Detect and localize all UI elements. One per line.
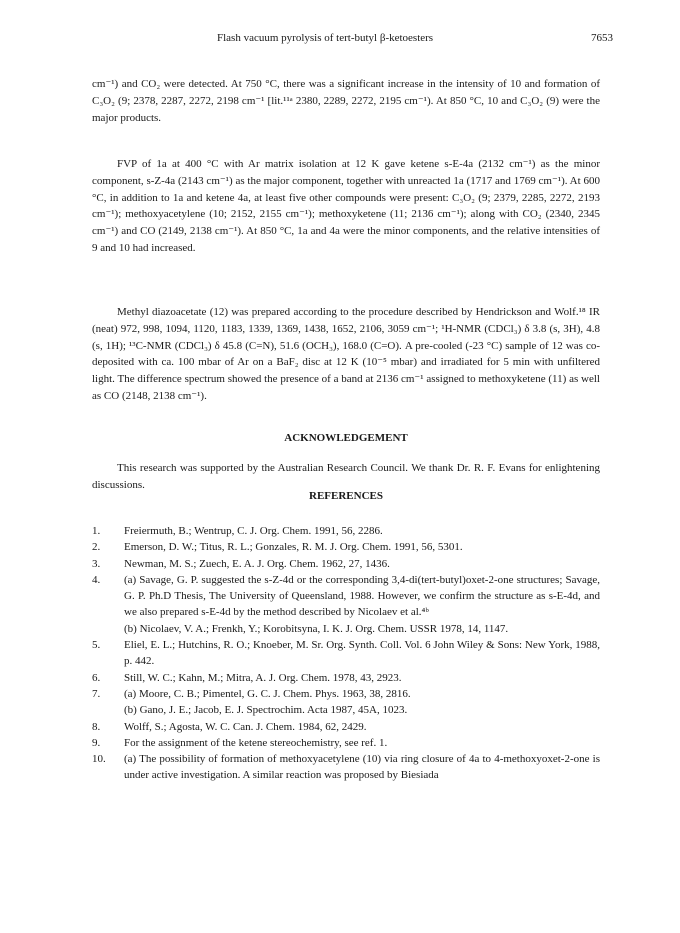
reference-number: 10.	[92, 753, 106, 766]
reference-number: 9.	[92, 736, 101, 749]
reference-number: 7.	[92, 687, 101, 700]
reference-item	[92, 751, 600, 784]
reference-number: 3.	[92, 557, 101, 570]
reference-number: 5.	[92, 639, 101, 652]
reference-text: Emerson, D. W.; Titus, R. L.; Gonzales, R. M. J. Org. Chem. 1991, 56, 5301.	[124, 541, 463, 554]
reference-item	[92, 686, 600, 719]
reference-number: 8.	[92, 720, 101, 733]
reference-text: Freiermuth, B.; Wentrup, C. J. Org. Chem. 1991, 56, 2286.	[124, 525, 383, 537]
reference-number: 1.	[92, 525, 101, 537]
reference-item	[92, 735, 600, 751]
reference-text: Newman, M. S.; Zuech, E. A. J. Org. Chem. 1962, 27, 1436.	[124, 557, 390, 570]
reference-text: Eliel, E. L.; Hutchins, R. O.; Knoeber, M. Sr. Org. Synth. Coll. Vol. 6 John Wiley & Sons: New York, 1988, p. 442.	[124, 639, 600, 668]
reference-text: Still, W. C.; Kahn, M.; Mitra, A. J. Org. Chem. 1978, 43, 2923.	[124, 671, 402, 684]
reference-number: 2.	[92, 541, 101, 554]
reference-item	[92, 523, 600, 539]
reference-text: For the assignment of the ketene stereochemistry, see ref. 1.	[124, 736, 388, 749]
reference-item	[92, 719, 600, 735]
acknowledgement-paragraph: This research was supported by the Australian Research Council. We thank Dr. R. F. Evans for enlightening discussions.	[92, 462, 600, 491]
paragraph-continuation: cm⁻¹) and CO₂ were detected. At 750 °C, there was a significant increase in the intensity of 10 and formation of C₃O₂ (9; 2378, 2287, 2272, 2198 cm⁻¹ [lit.¹¹ᵃ 2380, 2289, 2272, 2195 cm⁻¹). At 850 °C, 10 and C₃O₂ (9) were the major products.	[92, 78, 600, 124]
reference-subitem: (b) Gano, J. E.; Jacob, E. J. Spectrochim. Acta 1987, 45A, 1023.	[124, 704, 408, 717]
reference-subitem: (b) Nicolaev, V. A.; Frenkh, Y.; Korobitsyna, I. K. J. Org. Chem. USSR 1978, 14, 1147.	[124, 622, 509, 635]
paragraph-fvp: FVP of 1a at 400 °C with Ar matrix isolation at 12 K gave ketene s-E-4a (2132 cm⁻¹) as the minor component, s-Z-4a (2143 cm⁻¹) as the major component, together with unreacted 1a (1717 and 1769 cm⁻¹). At 600 °C, in addition to 1a and ketene 4a, at least five other compounds were present: C₃O₂ (9; 2379, 2285, 2272, 2193 cm⁻¹); methoxyacetylene (10; 2152, 2155 cm⁻¹); methoxyketene (11; 2136 cm⁻¹); along with CO₂ (2340, 2345 cm⁻¹) and CO (2149, 2138 cm⁻¹). At 850 °C, 1a and 4a were the minor components, and the relative intensities of 9 and 10 had increased.	[92, 158, 600, 254]
reference-number: 6.	[92, 671, 101, 684]
references-heading: REFERENCES	[309, 490, 383, 502]
page-number: 7653	[591, 32, 613, 44]
running-title: Flash vacuum pyrolysis of tert-butyl β-ketoesters	[217, 32, 434, 44]
reference-item	[92, 539, 600, 555]
reference-item	[92, 637, 600, 670]
reference-item	[92, 556, 600, 572]
acknowledgement-heading: ACKNOWLEDGEMENT	[284, 432, 408, 444]
paragraph-methyl-diazoacetate: Methyl diazoacetate (12) was prepared according to the procedure described by Hendrickson and Wolf.¹⁸ IR (neat) 972, 998, 1094, 1120, 1183, 1339, 1369, 1438, 1652, 2106, 3059 cm⁻¹; ¹H-NMR (CDCl₃) δ 3.8 (s, 3H), 4.8 (s, 1H); ¹³C-NMR (CDCl₃) δ 45.8 (C=N), 51.6 (OCH₃), 168.0 (C=O). A pre-cooled (-23 °C) sample of 12 was co-deposited with ca. 100 mbar of Ar on a BaF₂ disc at 12 K (10⁻⁵ mbar) and irradiated for 5 min with unfiltered light. The difference spectrum showed the presence of a band at 2136 cm⁻¹ assigned to methoxyketene (11) as well as CO (2148, 2138 cm⁻¹).	[92, 306, 600, 402]
reference-text: (a) The possibility of formation of methoxyacetylene (10) via ring closure of 4a to 4-methoxyoxet-2-one is under active investigation. A similar reaction was proposed by Biesiada	[124, 753, 600, 782]
reference-text: (a) Moore, C. B.; Pimentel, G. C. J. Chem. Phys. 1963, 38, 2816.	[124, 687, 411, 700]
running-header	[0, 32, 680, 48]
reference-number: 4.	[92, 573, 101, 586]
reference-item	[92, 572, 600, 637]
reference-list	[92, 523, 600, 784]
reference-text: (a) Savage, G. P. suggested the s-Z-4d or the corresponding 3,4-di(tert-butyl)oxet-2-one structures; Savage, G. P. Ph.D Thesis, The University of Queensland, 1988. However, we confirm the structure as s-E-4d, and we also prepared s-E-4d by the method described by Nicolaev et al.⁴ᵇ	[124, 573, 600, 619]
reference-text: Wolff, S.; Agosta, W. C. Can. J. Chem. 1984, 62, 2429.	[124, 720, 367, 733]
reference-item	[92, 670, 600, 686]
